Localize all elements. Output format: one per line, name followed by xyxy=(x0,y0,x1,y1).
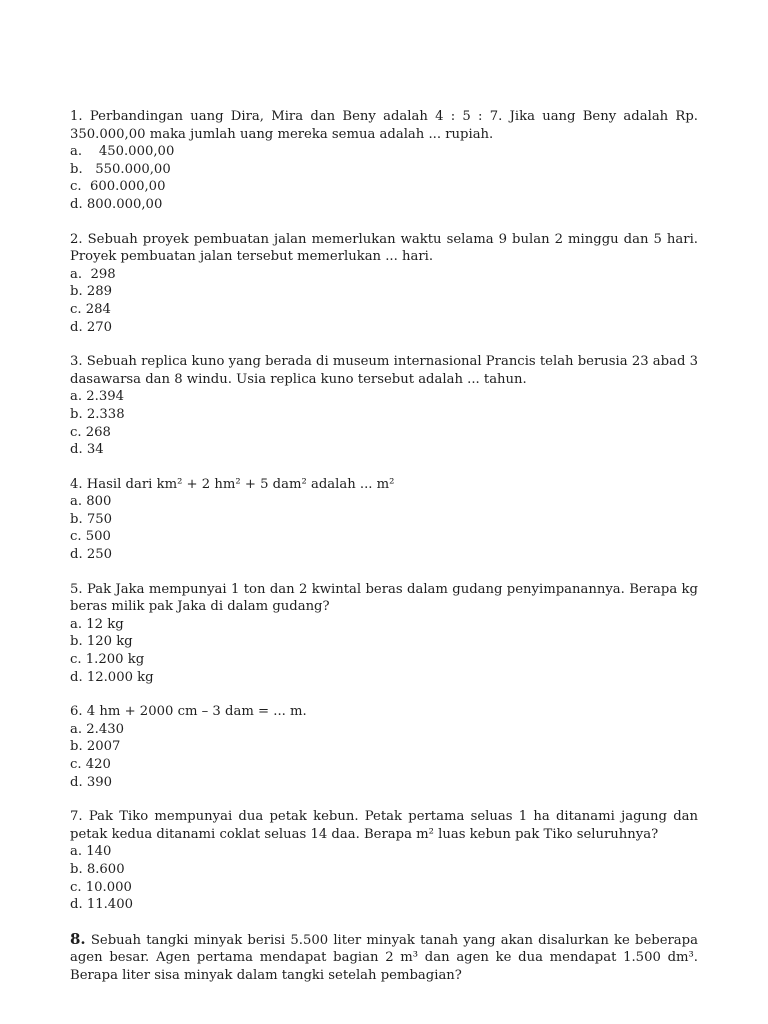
option-d: d. 270 xyxy=(70,319,112,335)
question-stem xyxy=(70,108,698,143)
question-5 xyxy=(70,581,698,687)
option-c: c. 268 xyxy=(70,424,111,440)
question-text: Sebuah proyek pembuatan jalan memerlukan waktu selama 9 bulan 2 minggu dan 5 hari. Proyek pembuatan jalan tersebut memerlukan ... hari. xyxy=(70,231,698,265)
option-a: a. 140 xyxy=(70,844,112,860)
question-number: 7. xyxy=(70,809,83,825)
option-b: b. 550.000,00 xyxy=(70,161,171,177)
option-a: a. 2.430 xyxy=(70,721,124,737)
question-number: 1. xyxy=(70,109,83,124)
question-6 xyxy=(70,703,698,791)
option-c: c. 500 xyxy=(70,529,111,545)
option-c: c. 420 xyxy=(70,757,111,772)
question-stem xyxy=(70,808,698,843)
question-number: 8. xyxy=(70,929,86,948)
option-b: b. 289 xyxy=(70,284,112,300)
option-d: d. 11.400 xyxy=(70,897,133,913)
option-d: d. 390 xyxy=(70,774,112,790)
option-c: c. 10.000 xyxy=(70,879,132,895)
option-c: c. 284 xyxy=(70,301,111,317)
option-c: c. 600.000,00 xyxy=(70,179,166,195)
option-b: b. 750 xyxy=(70,511,112,527)
question-stem xyxy=(70,231,698,266)
question-stem xyxy=(70,353,698,388)
question-text: 4 hm + 2000 cm – 3 dam = ... m. xyxy=(86,704,307,720)
question-text: Hasil dari km² + 2 hm² + 5 dam² adalah ... m² xyxy=(86,476,395,492)
question-text: Pak Tiko mempunyai dua petak kebun. Petak pertama seluas 1 ha ditanami jagung dan petak kedua ditanami coklat seluas 14 daa. Berapa m² luas kebun pak Tiko seluruhnya? xyxy=(70,809,698,842)
option-b: b. 8.600 xyxy=(70,861,125,877)
question-number: 4. xyxy=(70,476,83,492)
option-b: b. 120 kg xyxy=(70,634,133,650)
question-1 xyxy=(70,108,698,214)
question-number: 5. xyxy=(70,581,83,597)
question-8 xyxy=(70,931,698,985)
question-2 xyxy=(70,231,698,337)
option-a: a. 800 xyxy=(70,494,112,510)
option-b: b. 2.338 xyxy=(70,406,125,422)
question-text: Perbandingan uang Dira, Mira dan Beny adalah 4 : 5 : 7. Jika uang Beny adalah Rp. 350.000,00 maka jumlah uang mereka semua adalah ... rupiah. xyxy=(70,109,698,142)
question-3 xyxy=(70,353,698,459)
question-number: 6. xyxy=(70,704,83,720)
option-c: c. 1.200 kg xyxy=(70,652,145,668)
question-text: Sebuah replica kuno yang berada di museum internasional Prancis telah berusia 23 abad 3 dasawarsa dan 8 windu. Usia replica kuno tersebut adalah ... tahun. xyxy=(70,354,698,387)
option-a: a. 450.000,00 xyxy=(70,144,175,160)
option-d: d. 34 xyxy=(70,442,104,458)
question-stem xyxy=(70,931,698,985)
option-a: a. 298 xyxy=(70,266,116,282)
option-d: d. 250 xyxy=(70,547,112,563)
question-text: Sebuah tangki minyak berisi 5.500 liter minyak tanah yang akan disalurkan ke beberapa agen besar. Agen pertama mendapat bagian 2 m³ dan agen ke dua mendapat 1.500 dm³. Berapa liter sisa minyak dalam tangki setelah pembagian? xyxy=(70,932,698,983)
question-number: 2. xyxy=(70,231,83,247)
option-d: d. 12.000 kg xyxy=(70,669,154,685)
option-b: b. 2007 xyxy=(70,739,121,755)
option-a: a. 12 kg xyxy=(70,616,124,632)
question-4 xyxy=(70,476,698,564)
question-text: Pak Jaka mempunyai 1 ton dan 2 kwintal beras dalam gudang penyimpanannya. Berapa kg beras milik pak Jaka di dalam gudang? xyxy=(70,581,698,615)
question-stem xyxy=(70,703,698,721)
worksheet xyxy=(70,108,698,1002)
question-number: 3. xyxy=(70,354,83,370)
option-a: a. 2.394 xyxy=(70,389,124,405)
question-stem xyxy=(70,581,698,616)
question-stem xyxy=(70,476,698,494)
option-d: d. 800.000,00 xyxy=(70,196,163,212)
question-7 xyxy=(70,808,698,914)
